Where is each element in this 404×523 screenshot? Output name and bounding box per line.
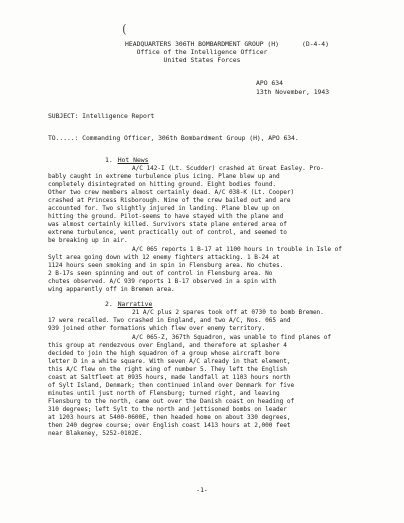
text-line: letter D in a white square. With seven A/C already in that element, bbox=[48, 358, 291, 365]
text-line: 2 B-17s seen spinning and out of control in Flensburg area. No bbox=[48, 270, 273, 277]
text-line: 939 joined other formations which flew over enemy territory. bbox=[48, 325, 266, 332]
header-line-2: Office of the Intelligence Officer bbox=[136, 48, 268, 56]
apo-line: APO 634 bbox=[256, 79, 283, 87]
text-line: 17 were recalled. Two crashed in England, and two A/C, Nos. 065 and bbox=[48, 317, 291, 324]
text-line: Flensburg to the north, came out over the Danish coast on heading of bbox=[48, 398, 295, 405]
text-line: A/C 142-I (Lt. Scudder) crashed at Great Easley. Pro- bbox=[132, 165, 324, 172]
section-2-title: Narrative bbox=[117, 300, 153, 308]
text-line: of Sylt Island, Denmark; then continued inland over Denmark for five bbox=[48, 382, 295, 389]
section-2-number: 2. bbox=[105, 300, 113, 308]
text-line: crashed at Princess Risborough. Nine of the crew bailed out and are bbox=[48, 197, 291, 204]
section-1-number: 1. bbox=[105, 156, 113, 164]
to-line: TO.....: Commanding Officer, 306th Bombardment Group (H), APO 634. bbox=[48, 134, 299, 142]
section-2-heading bbox=[105, 300, 152, 308]
text-line: was almost certainly killed. Survivors state plane entered area of bbox=[48, 221, 287, 228]
text-line: this A/C flew on the right wing of number 5. They left the English bbox=[48, 366, 287, 373]
text-line: Other two crew members almost certainly dead. A/C 038-K (Lt. Cooper) bbox=[48, 189, 295, 196]
text-line: at 1203 hours at 5400-0600E, then headed home on about 330 degrees, bbox=[48, 414, 291, 421]
header-line-3: United States Forces bbox=[163, 56, 241, 64]
text-line: 310 degrees; left Sylt to the north and jettisoned bombs on leader bbox=[48, 406, 287, 413]
text-line: then 240 degree course; over English coast 1413 hours at 2,000 feet bbox=[48, 422, 291, 429]
document-code: (D-4-4) bbox=[302, 40, 329, 48]
text-line: bably caught in extreme turbulence plus icing. Plane blew up and bbox=[48, 173, 280, 180]
text-line: wing apparently off in Bremen area. bbox=[48, 286, 175, 293]
text-line: completely disintegrated on hitting ground. Eight bodies found. bbox=[48, 181, 276, 188]
text-line: 1124 hours seen smoking and in spin in Flensburg area. No chutes. bbox=[48, 262, 284, 269]
text-line: this group at rendezvous over England, and therefore at splasher 4 bbox=[48, 342, 287, 349]
subject-line: SUBJECT: Intelligence Report bbox=[48, 112, 155, 120]
text-line: decided to join the high squadron of a group whose aircraft bore bbox=[48, 350, 280, 357]
text-line: minutes until just north of Flensburg; turned right, and leaving bbox=[48, 390, 280, 397]
text-line: extreme turbulence, went practically out of control, and seemed to bbox=[48, 229, 287, 236]
text-line: hitting the ground. Pilot-seems to have stayed with the plane and bbox=[48, 213, 284, 220]
text-line: chutes observed. A/C 939 reports 1 B-17 observed in a spin with bbox=[48, 278, 276, 285]
date-line: 13th November, 1943 bbox=[256, 88, 330, 96]
text-line: A/C 065 reports 1 B-17 at 1100 hours in trouble in Isle of bbox=[132, 246, 342, 253]
header-line-1: HEADQUARTERS 306TH BOMBARDMENT GROUP (H) bbox=[125, 40, 279, 48]
text-line: Sylt area going down with 12 enemy fighters attacking. 1 B-24 at bbox=[48, 254, 280, 261]
text-line: coast at Saltfleet at 0935 hours, made landfall at 1103 hours north bbox=[48, 374, 291, 381]
text-line: accounted for. Two slightly injured in landing. Plane blew up on bbox=[48, 205, 280, 212]
text-line: near Blakeney, 5252-0102E. bbox=[48, 430, 143, 437]
text-line: be breaking up in air. bbox=[48, 237, 128, 244]
handwritten-mark: ( bbox=[122, 22, 127, 36]
section-1-title: Hot News bbox=[117, 156, 149, 164]
text-line: 21 A/C plus 2 spares took off at 0730 to bomb Bremen. bbox=[132, 309, 324, 316]
page-number: -1- bbox=[196, 486, 208, 494]
text-line: A/C 065-Z, 367th Squadron, was unable to find planes of bbox=[132, 334, 332, 341]
section-1-heading bbox=[105, 156, 148, 164]
